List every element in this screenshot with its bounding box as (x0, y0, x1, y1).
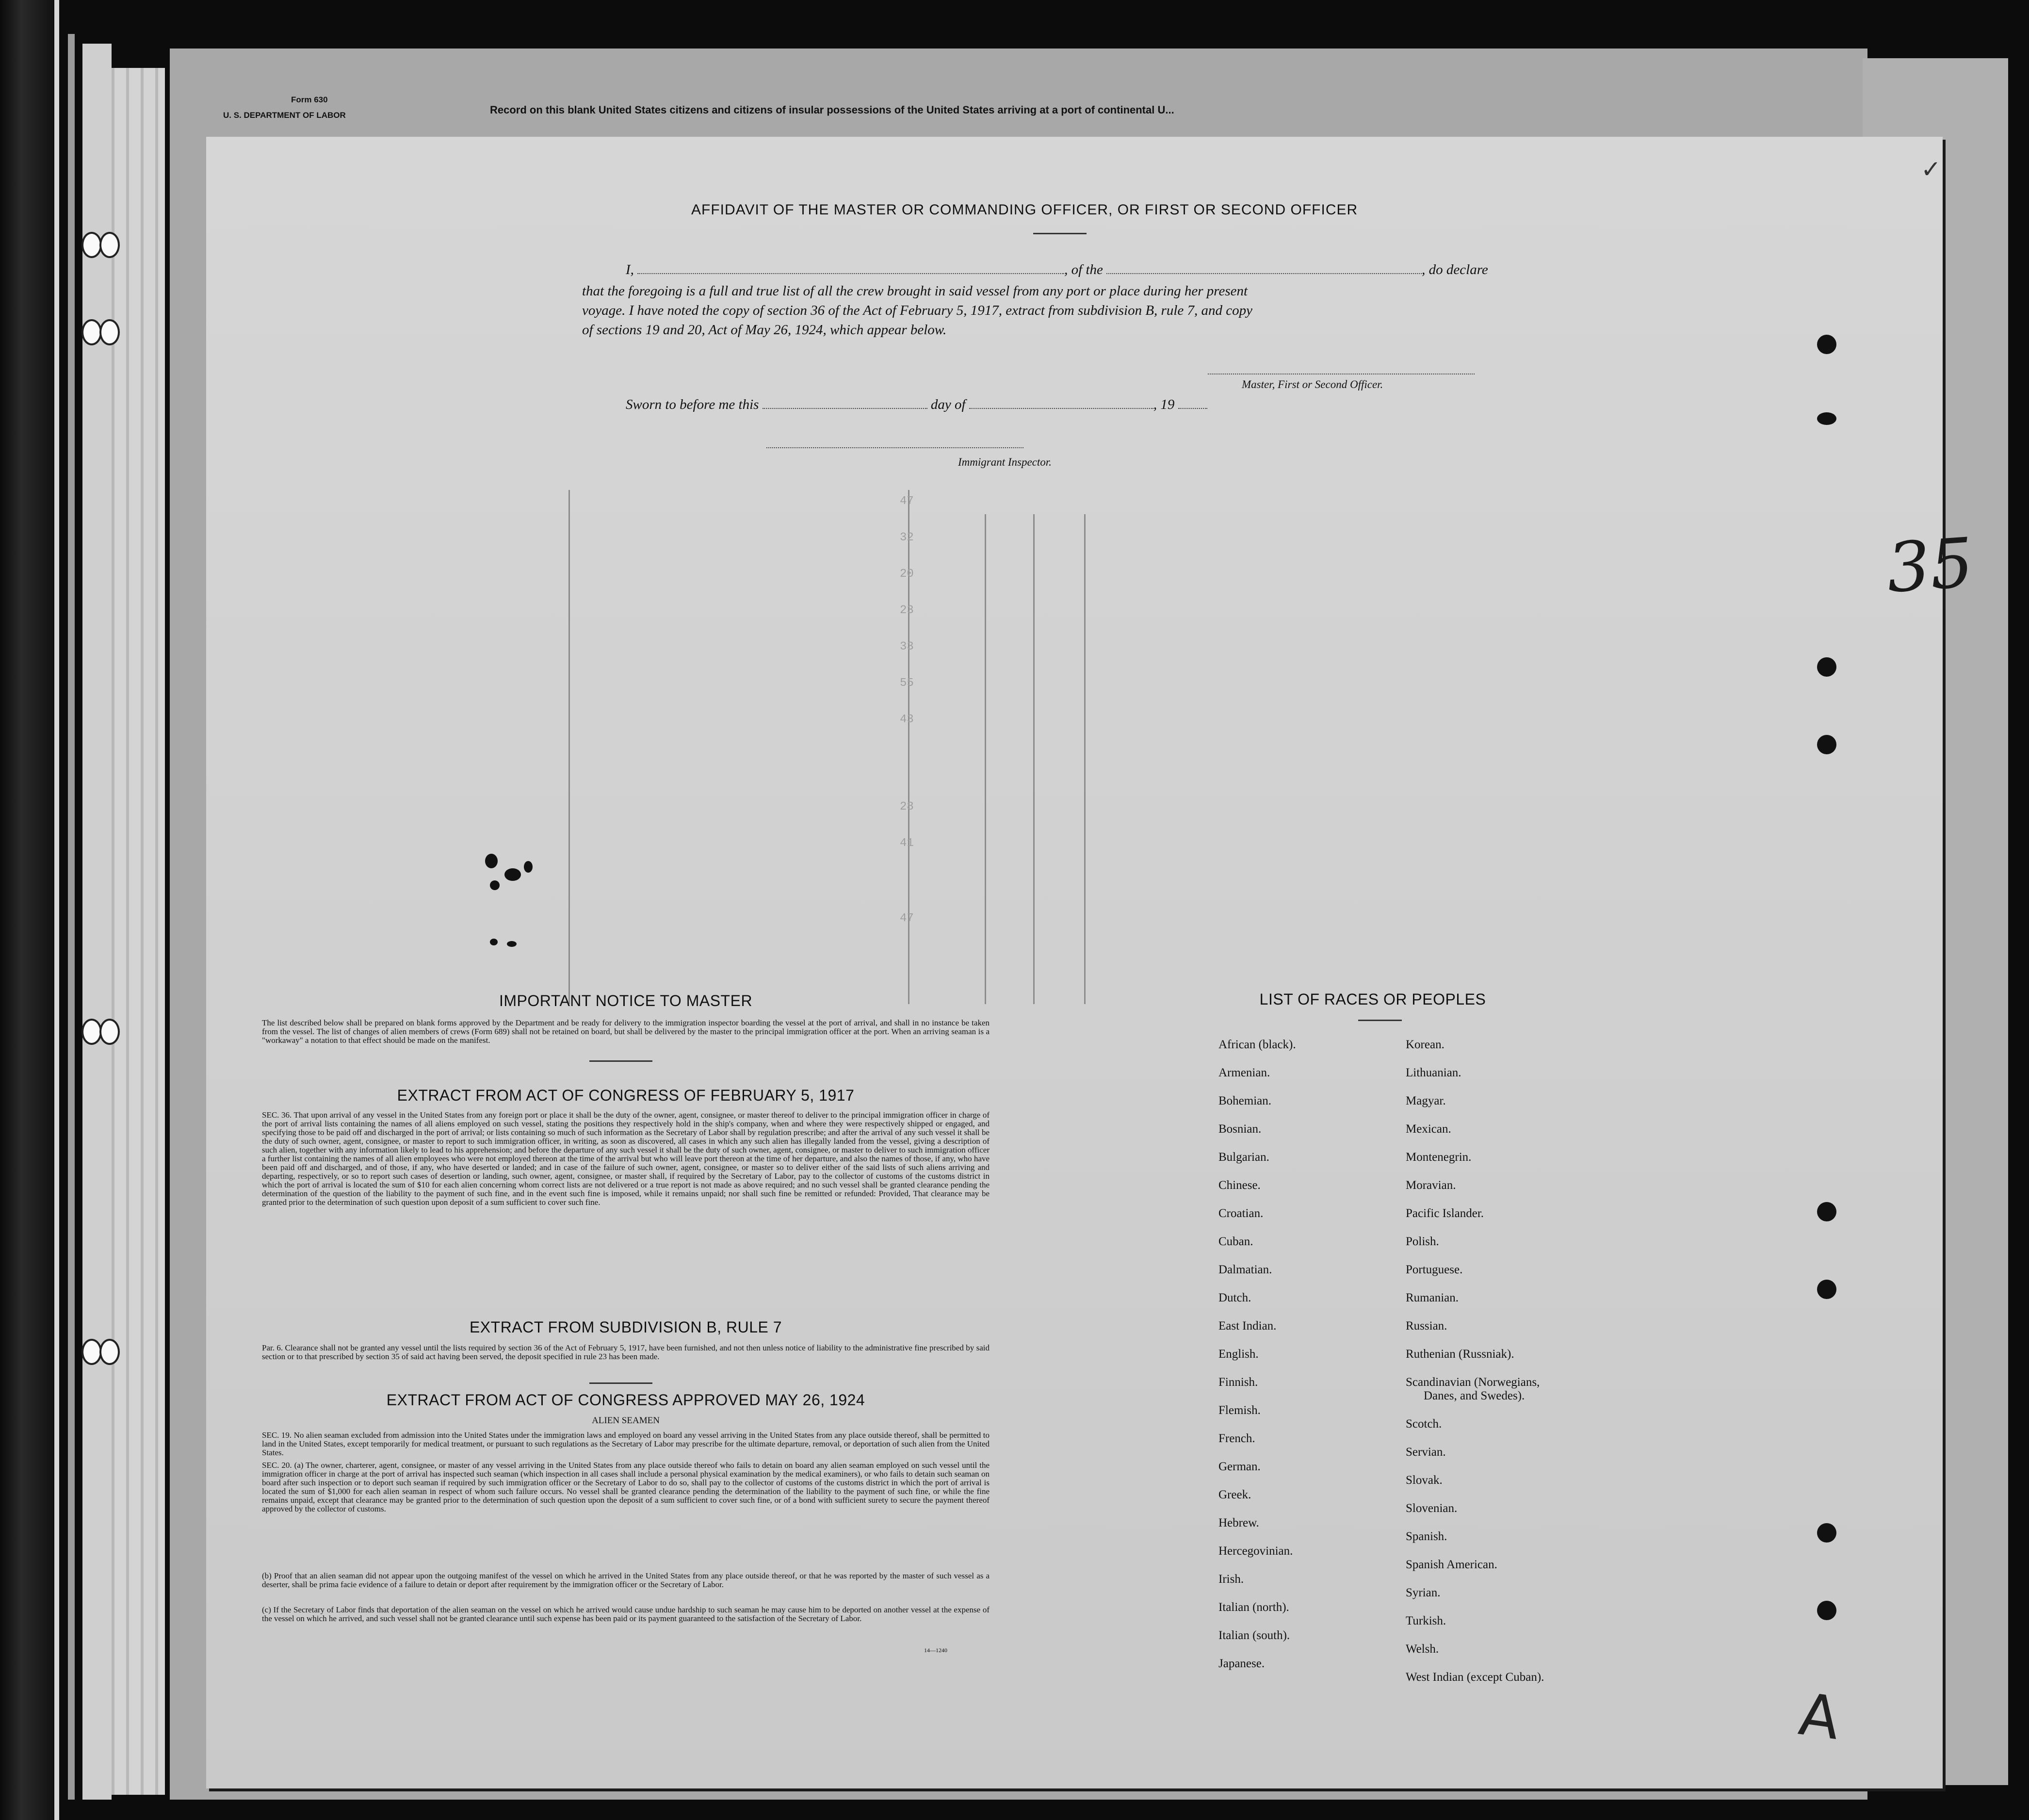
title-rule (1033, 233, 1087, 234)
ghost-text: 23 (900, 604, 914, 617)
binder-sheet-edge (68, 34, 75, 1800)
act-1924-sec20c: (c) If the Secretary of Labor finds that deportation of the alien seaman on the vessel on which he arrived would cause undue hardship to such seaman he may cause him to be deported on another vessel at the expense of the vessel on which he arrived, and such vessel shall not be granted clearance until such expense has been paid or its payment guaranteed to the satisfaction of the Secretary of Labor. (262, 1605, 990, 1623)
sworn-day-of: day of (930, 397, 966, 412)
binder-hole (1817, 335, 1836, 354)
ghost-text: 55 (900, 677, 914, 690)
race-item: Danes, and Swedes). (1424, 1389, 1525, 1402)
punch-hole (99, 319, 120, 345)
affidavit-text-line: voyage. I have noted the copy of section 36 of the Act of February 5, 1917, extract from subdivision B, rule 7, and copy (582, 303, 1253, 318)
binder-hole (1817, 1280, 1836, 1299)
affidavit-of-the: , of the (1064, 262, 1103, 277)
race-item: African (black). (1218, 1038, 1296, 1051)
important-notice-title: IMPORTANT NOTICE TO MASTER (499, 992, 753, 1009)
race-item: German. (1218, 1460, 1261, 1473)
punch-hole (81, 1019, 102, 1045)
ghost-column-line (1033, 514, 1035, 1004)
binder-sheet-edge (54, 0, 59, 1820)
race-item: Hercegovinian. (1218, 1544, 1293, 1558)
race-item: Irish. (1218, 1573, 1244, 1586)
punch-hole (81, 319, 102, 345)
race-item: Bulgarian. (1218, 1151, 1269, 1164)
races-list-title: LIST OF RACES OR PEOPLES (1259, 991, 1486, 1008)
race-item: Spanish American. (1406, 1558, 1497, 1571)
affidavit-declaration-line (626, 262, 1488, 278)
race-item: Lithuanian. (1406, 1066, 1461, 1079)
race-item: Polish. (1406, 1235, 1439, 1248)
inspector-signature-field[interactable] (766, 447, 1023, 448)
race-item: Ruthenian (Russniak). (1406, 1348, 1514, 1361)
ghost-text: 41 (900, 837, 914, 850)
ghost-column-line (1084, 514, 1086, 1004)
race-item: Bosnian. (1218, 1122, 1262, 1136)
race-item: Rumanian. (1406, 1291, 1459, 1304)
ghost-text: 33 (900, 640, 914, 653)
ink-blot (490, 939, 498, 945)
race-item: Bohemian. (1218, 1094, 1272, 1107)
race-item: Slovak. (1406, 1474, 1443, 1487)
handwritten-page-number: 35 (1884, 523, 1976, 609)
act-1924-sec20b: (b) Proof that an alien seaman did not appear upon the outgoing manifest of the vessel on which he arrived in the United States from any place outside thereof, or that he was reported by the master of such vessel as a deserter, shall be prima facie evidence of a failure to detain or deport after requirement by the immigration officer or the Secretary of Labor. (262, 1571, 990, 1589)
race-item: West Indian (except Cuban). (1406, 1671, 1544, 1684)
race-item: Slovenian. (1406, 1502, 1458, 1515)
race-item: East Indian. (1218, 1319, 1277, 1332)
sworn-day-field[interactable] (763, 398, 927, 409)
inspector-caption: Immigrant Inspector. (958, 456, 1052, 468)
handwritten-check-mark: ✓ (1921, 156, 1941, 183)
ghost-text: 32 (900, 531, 914, 544)
act-1917-title: EXTRACT FROM ACT OF CONGRESS OF FEBRUARY 5, 1917 (397, 1087, 855, 1104)
affidavit-title: AFFIDAVIT OF THE MASTER OR COMMANDING OFFICER, OR FIRST OR SECOND OFFICER (691, 202, 1358, 218)
punch-hole (99, 232, 120, 258)
race-item: Welsh. (1406, 1642, 1439, 1656)
section-rule (589, 1060, 652, 1062)
sworn-year-field[interactable] (1178, 398, 1207, 409)
ghost-text: 43 (900, 713, 914, 726)
department-name: U. S. DEPARTMENT OF LABOR (223, 111, 346, 120)
sworn-prefix: Sworn to before me this (626, 397, 759, 412)
binder-hole (1817, 735, 1836, 754)
race-item: Syrian. (1406, 1586, 1441, 1599)
race-item: Turkish. (1406, 1614, 1446, 1627)
act-1924-sec20a: SEC. 20. (a) The owner, charterer, agent, consignee, or master of any vessel arriving in the United States from any place outside thereof who fails to detain on board any alien seaman employed on such vessel until the immigration officer in charge at the port of arrival has inspected such seaman (which inspection in all cases shall include a personal physical examination by the medical examiners), or who fails to detain such seaman on board after such inspection or to deport such seaman if required by such immigration officer or the Secretary of Labor to do so, shall pay to the collector of customs of the customs district in which the port of arrival is located the sum of $1,000 for each alien seaman in respect of whom such failure occurs. No vessel shall be granted clearance pending the determination of the liability to the payment of such fine, or while the fine remains unpaid, except that clearance may be granted prior to the determination of such question upon the deposit of a sum sufficient to cover such fine, or of a bond with sufficient surety to secure the payment thereof approved by the collector of customs. (262, 1461, 990, 1513)
race-item: Russian. (1406, 1319, 1447, 1332)
race-item: Italian (north). (1218, 1601, 1289, 1614)
sworn-month-field[interactable] (969, 398, 1153, 409)
affidavit-do-declare: , do declare (1422, 262, 1488, 277)
ghost-text: 47 (900, 912, 914, 925)
front-sheet (206, 137, 1943, 1788)
race-item: Flemish. (1218, 1404, 1261, 1417)
race-item: Servian. (1406, 1446, 1446, 1459)
race-item: Cuban. (1218, 1235, 1253, 1248)
punch-hole (81, 232, 102, 258)
race-item: Scotch. (1406, 1417, 1442, 1430)
race-item: Finnish. (1218, 1376, 1258, 1389)
race-item: Dalmatian. (1218, 1263, 1272, 1276)
binder-hole (1817, 1601, 1836, 1620)
ghost-column-line (908, 490, 909, 1004)
race-item: Hebrew. (1218, 1516, 1259, 1529)
handwritten-a-mark: A (1795, 1680, 1844, 1754)
master-name-field[interactable] (637, 263, 1064, 274)
race-item: Moravian. (1406, 1179, 1456, 1192)
ink-blot (507, 941, 517, 947)
ghost-text: 47 (900, 495, 914, 508)
race-item: Italian (south). (1218, 1629, 1290, 1642)
race-item: Spanish. (1406, 1530, 1447, 1543)
punch-hole (99, 1019, 120, 1045)
binder-hole (1817, 657, 1836, 677)
important-notice-body: The list described below shall be prepared on blank forms approved by the Department and be ready for delivery to the immigration inspector boarding the vessel at the port of arrival, and shall in no instance be taken from the vessel. The list of changes of alien members of crews (Form 689) shall not be retained on board, but shall be delivered by the master to the principal immigration officer at the port. When an arriving seaman is a "workaway" a notation to that effect should be made on the manifest. (262, 1018, 990, 1045)
section-rule (589, 1382, 652, 1384)
binder-hole (1817, 1523, 1836, 1543)
punch-hole (81, 1339, 102, 1365)
title-rule (1358, 1020, 1402, 1021)
alien-seamen-subtitle: ALIEN SEAMEN (592, 1415, 660, 1426)
affidavit-text-line: of sections 19 and 20, Act of May 26, 1924, which appear below. (582, 322, 947, 338)
race-item: Dutch. (1218, 1291, 1251, 1304)
signature-caption: Master, First or Second Officer. (1242, 378, 1383, 390)
binder-sheet-stack (112, 68, 165, 1795)
act-1917-body: SEC. 36. That upon arrival of any vessel in the United States from any foreign port or place it shall be the duty of the owner, agent, consignee, or master thereof to deliver to the principal immigration officer in charge of the port of arrival lists containing the names of all aliens employed on such vessel, stating the positions they respectively hold in the ship's company, when and where they were respectively shipped or engaged, and specifying those to be paid off and discharged in the port of arrival; or lists containing so much of such information as the Secretary of Labor shall by regulation prescribe; and after the arrival of any such vessel it shall be the duty of such owner, agent, consignee, or master to report to such immigration officer, in writing, as soon as discovered, all cases in which any such alien has illegally landed from the vessel, giving a description of such alien, together with any information likely to lead to his apprehension; and before the departure of any such vessel it shall be the duty of such owner, agent, consignee, or master to deliver to such immigration officer a further list containing the names of all alien employees who were not employed thereon at the time of the arrival but who will leave port thereon at the time of her departure, and also the names of those, if any, who have been paid off and discharged, and of those, if any, who have deserted or landed; and in case of the failure of such owner, agent, consignee, or master so to deliver either of the said lists of such aliens arriving and departing, respectively, or so to report such cases of desertion or landing, such owner, agent, consignee, or master shall, if required by the Secretary of Labor, pay to the collector of customs of the customs district in which the port of arrival is located the sum of $10 for each alien concerning whom correct lists are not delivered or a true report is not made as above required; and no such vessel shall be granted clearance pending the determination of the question of the liability to the payment of such fine, and in the event such fine is imposed, while it remains unpaid; nor shall such fine be remitted or refunded: Provided, That clearance may be granted prior to the determination of such question upon deposit of a sum sufficient to cover such fine. (262, 1110, 990, 1207)
binder-sheet-edge (82, 44, 112, 1800)
race-item: English. (1218, 1348, 1259, 1361)
binder-hole (1817, 412, 1836, 425)
ghost-text: 20 (900, 568, 914, 581)
race-item: Armenian. (1218, 1066, 1270, 1079)
race-item: Portuguese. (1406, 1263, 1463, 1276)
race-item: Chinese. (1218, 1179, 1261, 1192)
binder-hole (1817, 1202, 1836, 1221)
race-item: Croatian. (1218, 1207, 1264, 1220)
ghost-column-line (568, 490, 570, 1004)
ink-blot (485, 854, 498, 868)
binder-edge (0, 0, 53, 1820)
print-code: 14—1240 (924, 1647, 947, 1654)
act-1924-sec19: SEC. 19. No alien seaman excluded from admission into the United States under the immigration laws and employed on board any vessel arriving in the United States from any place outside thereof, shall be permitted to land in the United States, except temporarily for medical treatment, or pursuant to such regulations as the Secretary of Labor may prescribe for the ultimate departure, removal, or deportation of such alien from the United States. (262, 1430, 990, 1457)
affidavit-i: I, (626, 262, 634, 277)
rule-7-title: EXTRACT FROM SUBDIVISION B, RULE 7 (469, 1318, 782, 1336)
affidavit-text-line: that the foregoing is a full and true list of all the crew brought in said vessel from any port or place during her present (582, 283, 1248, 299)
ghost-text: 28 (900, 800, 914, 813)
race-item: Mexican. (1406, 1122, 1451, 1136)
ink-blot (490, 880, 500, 890)
act-1924-title: EXTRACT FROM ACT OF CONGRESS APPROVED MAY 26, 1924 (386, 1391, 865, 1409)
master-signature-field[interactable] (1208, 374, 1475, 375)
back-sheet-header: Record on this blank United States citizens and citizens of insular possessions of the United States arriving at a port of continental U... (490, 104, 1174, 116)
sworn-year: , 19 (1153, 397, 1175, 412)
ink-blot (504, 868, 521, 881)
sworn-line (626, 397, 1207, 413)
race-item: French. (1218, 1432, 1255, 1445)
race-item: Magyar. (1406, 1094, 1446, 1107)
punch-hole (99, 1339, 120, 1365)
ink-blot (524, 861, 533, 873)
race-item: Japanese. (1218, 1657, 1265, 1670)
rule-7-body: Par. 6. Clearance shall not be granted any vessel until the lists required by section 36 of the Act of February 5, 1917, have been furnished, and not then unless notice of liability to the administrative fine prescribed by said section or to that prescribed by section 35 of said act having been served, the deposit specified in rule 23 has been made. (262, 1343, 990, 1361)
vessel-name-field[interactable] (1106, 263, 1422, 274)
ghost-column-line (985, 514, 986, 1004)
race-item: Greek. (1218, 1488, 1251, 1501)
race-item: Montenegrin. (1406, 1151, 1472, 1164)
race-item: Korean. (1406, 1038, 1445, 1051)
form-number: Form 630 (291, 95, 328, 104)
race-item: Pacific Islander. (1406, 1207, 1484, 1220)
race-item: Scandinavian (Norwegians, (1406, 1376, 1540, 1389)
